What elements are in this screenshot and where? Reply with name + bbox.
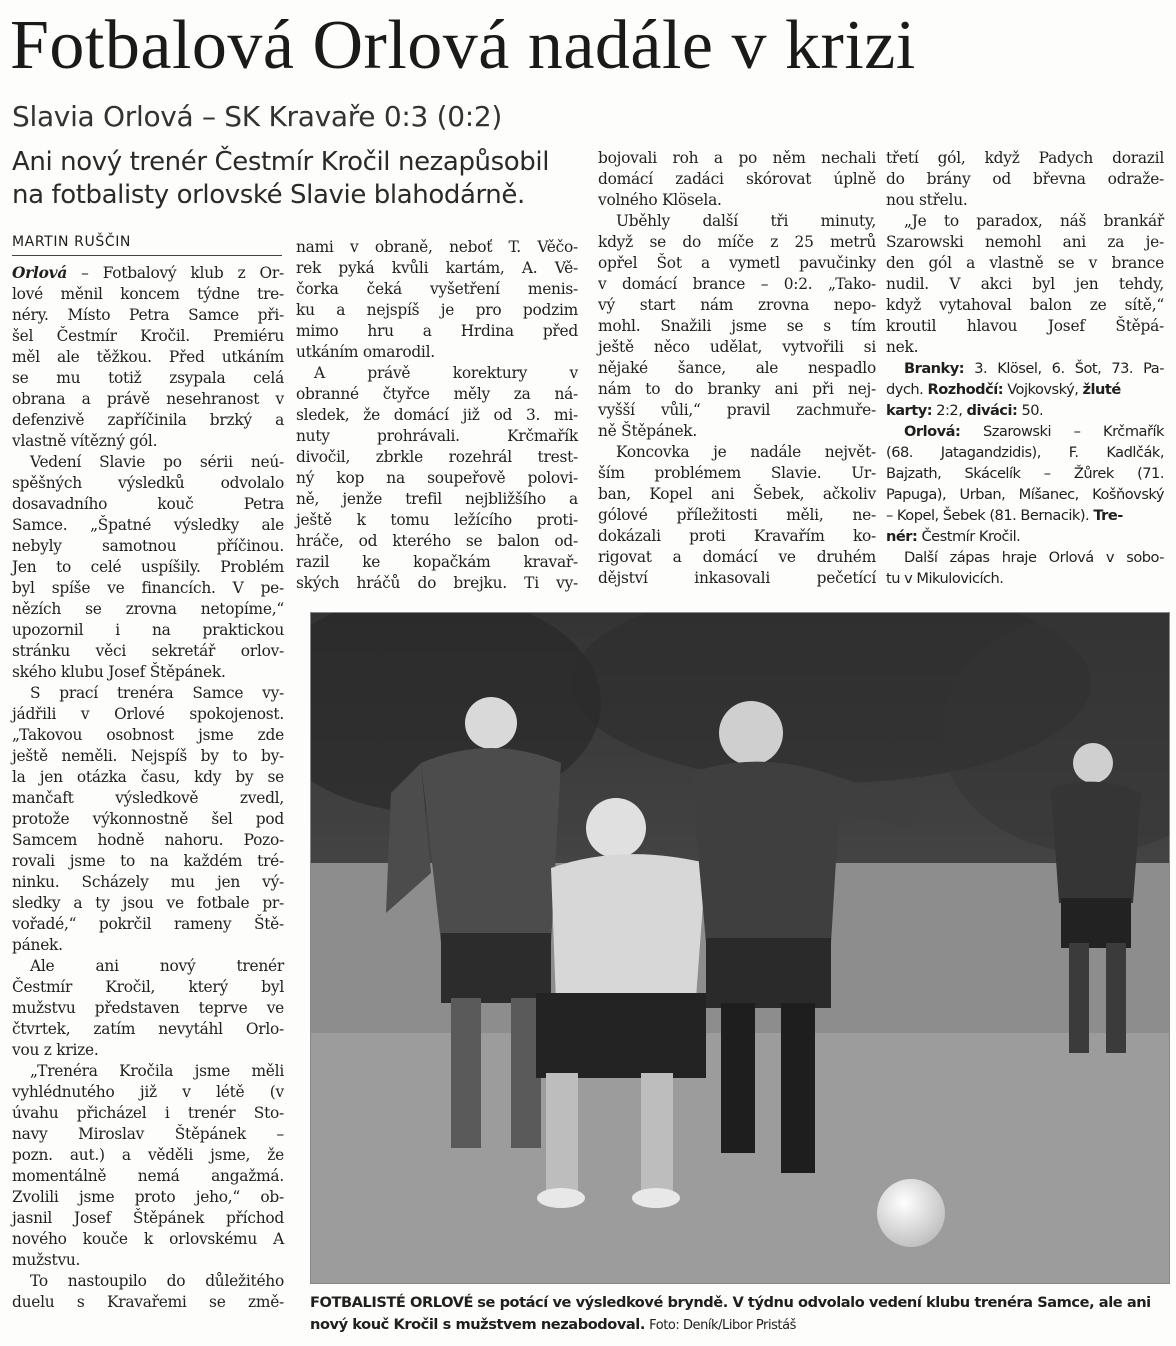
article-line [12, 1271, 284, 1292]
dateline: Orlová [12, 264, 68, 282]
article-line [598, 568, 876, 589]
article-line [598, 505, 876, 526]
line-text: Bajzath, Skácelík – Žůrek (71. [886, 465, 1164, 482]
match-photo-illustration [311, 613, 1169, 1283]
article-line [12, 1040, 284, 1061]
article-line [296, 237, 578, 258]
line-text: hráče, od kterého se balon od- [296, 532, 578, 550]
line-text: byl spíše ve financích. V pe- [12, 579, 284, 597]
article-line [12, 1061, 284, 1082]
line-text: Vojkovský, [1007, 381, 1079, 398]
field-label: Rozhodčí: [927, 381, 1004, 398]
line-text: upozornil i na praktickou [12, 621, 284, 639]
line-text: obrana a právě nesehranost v [12, 390, 284, 408]
article-line [12, 746, 284, 767]
line-text: tu v Mikulovicích. [886, 570, 1004, 587]
article-line [598, 274, 876, 295]
line-text: 50. [1021, 402, 1044, 419]
football [877, 1179, 945, 1247]
article-line [886, 358, 1164, 379]
line-text: Čestmír Kročil. [921, 528, 1021, 545]
article-line [12, 704, 284, 725]
line-text: ského klubu Josef Štěpánek. [12, 663, 226, 681]
photo-credit: Foto: Deník/Libor Pristáš [649, 1318, 796, 1333]
field-label: Tre- [1093, 507, 1123, 524]
line-text: jasnil Josef Štěpánek příchod [12, 1209, 284, 1227]
line-text: nebyly samotnou příčinou. [12, 537, 284, 555]
line-text: do brány od břevna odraže- [886, 170, 1164, 188]
line-text: nuty prohrávali. Krčmařík [296, 427, 578, 445]
article-line [12, 809, 284, 830]
line-text: ještě k tomu ležícího proti- [296, 511, 578, 529]
article-line [12, 410, 284, 431]
line-text: ším problémem Slavie. Ur- [598, 464, 876, 482]
article-line [12, 263, 284, 284]
line-text: (68. Jatagandzidis), F. Kadlčák, [886, 444, 1164, 461]
article-line [12, 893, 284, 914]
line-text: néry. Místo Petra Samce při- [12, 306, 284, 324]
line-text: jádřili v Orlové spokojenost. [12, 705, 284, 723]
article-line [12, 956, 284, 977]
line-text: vyšší vůli,“ pravil zachmuře- [598, 401, 876, 419]
line-text: domácí zadáci skórovat úplně [598, 170, 876, 188]
line-text: Jen to celé uspíšily. Problém [12, 558, 284, 576]
article-line [886, 232, 1164, 253]
article-line [886, 295, 1164, 316]
article-line [12, 1187, 284, 1208]
line-text: „Takovou osobnost jsme zde [12, 726, 284, 744]
line-text: Samce. „Špatné výsledky ale [12, 516, 284, 534]
line-text: nou střelu. [886, 191, 968, 209]
headline: Fotbalová Orlová nadále v krizi [10, 7, 916, 84]
line-text: – Fotbalový klub z Or- [81, 264, 284, 282]
line-text: utkáním omarodil. [296, 343, 435, 361]
article-line [296, 279, 578, 300]
article-line [598, 358, 876, 379]
article-line [12, 872, 284, 893]
match-photo [310, 612, 1170, 1284]
line-text: S prací trenéra Samce vy- [30, 684, 284, 702]
line-text: ku a nejspíš je pro podzim [296, 301, 578, 319]
line-text: – Kopel, Šebek (81. Bernacik). [886, 507, 1090, 524]
article-line [598, 400, 876, 421]
line-text: sledky a ty jsou ve fotbale pr- [12, 894, 284, 912]
line-text: divočil, zbrkle rozehrál trest- [296, 448, 578, 466]
line-text: se mu totiž zsypala celá [12, 369, 284, 387]
article-line [12, 683, 284, 704]
line-text: Čestmír Kročil, který byl [12, 978, 284, 996]
article-line [598, 295, 876, 316]
article-line [886, 169, 1164, 190]
article-line [12, 830, 284, 851]
line-text: nového kouče k orlovskému A [12, 1230, 284, 1248]
article-line [12, 767, 284, 788]
article-line [12, 515, 284, 536]
article-line [12, 473, 284, 494]
line-text: defenzivě zapříčinila brzký a [12, 411, 284, 429]
line-text: obranné čtyřce měly za ná- [296, 385, 578, 403]
line-text: volného Klösela. [598, 191, 722, 209]
article-line [12, 788, 284, 809]
article-line [296, 552, 578, 573]
line-text: nějaké šance, ale nespadlo [598, 359, 876, 377]
article-line [296, 342, 578, 363]
article-line [12, 620, 284, 641]
article-line [12, 431, 284, 452]
line-text: lové měnil koncem týdne tre- [12, 285, 284, 303]
article-line [598, 232, 876, 253]
article-line [12, 389, 284, 410]
line-text: nek. [886, 338, 919, 356]
line-text: Papuga), Urban, Míšanec, Košňovský [886, 486, 1164, 503]
line-text: kroutil hlavou Josef Štěpá- [886, 317, 1164, 335]
article-line [296, 447, 578, 468]
line-text: navy Miroslav Štěpánek – [12, 1125, 284, 1143]
article-line [12, 1292, 284, 1313]
line-text: nězích se zrovna netopíme,“ [12, 600, 284, 618]
field-label: nér: [886, 528, 918, 545]
line-text: ban, Kopel ani Šebek, ačkoliv [598, 485, 876, 503]
lede-line: Ani nový trenér Čestmír Kročil nezapůsobil [12, 147, 550, 177]
article-line [598, 547, 876, 568]
line-text: Zvolili jsme proto jeho,“ ob- [12, 1188, 284, 1206]
line-text: „Je to paradox, náš brankář [904, 212, 1164, 230]
article-line [12, 725, 284, 746]
article-line [886, 337, 1164, 358]
byline: MARTIN RUŠČIN [12, 232, 282, 256]
line-text: momentálně nemá angažmá. [12, 1167, 284, 1185]
line-text: Vedení Slavie po sérii neú- [30, 453, 284, 471]
article-line [296, 384, 578, 405]
line-text: nám to do branky ani při nej- [598, 380, 876, 398]
article-line [886, 400, 1164, 421]
caption-lead: FOTBALISTÉ ORLOVÉ [310, 1294, 474, 1311]
line-text: mimo hru a Hrdina před [296, 322, 578, 340]
field-label: Branky: [904, 360, 965, 377]
article-line [886, 379, 1164, 400]
line-text: čorka čeká vyšetření menis- [296, 280, 578, 298]
article-line [296, 489, 578, 510]
article-line [12, 1208, 284, 1229]
line-text: ninku. Scházely mu jen vý- [12, 873, 284, 891]
article-line [12, 452, 284, 473]
article-line [12, 578, 284, 599]
line-text: Szarowski – Krčmařík [982, 423, 1164, 440]
field-label: žluté [1082, 381, 1121, 398]
field-label: karty: [886, 402, 933, 419]
line-text: vořadé,“ pokrčil rameny Ště- [12, 915, 284, 933]
line-text: úvahu přicházel i trenér Sto- [12, 1104, 284, 1122]
article-line [12, 1229, 284, 1250]
article-line [12, 1166, 284, 1187]
line-text: razil ke kopačkám kravař- [296, 553, 578, 571]
line-text: vyhlédnutého již v létě (v [12, 1083, 284, 1101]
article-line [12, 284, 284, 305]
article-line [886, 148, 1164, 169]
line-text: „Trenéra Kročila jsme měli [30, 1062, 284, 1080]
line-text: opřel Šot a vymetl pavučinky [598, 254, 876, 272]
line-text: la jen otázka času, kdy by se [12, 768, 284, 786]
article-line [296, 426, 578, 447]
article-line [12, 851, 284, 872]
line-text: Další zápas hraje Orlová v sobo- [904, 549, 1164, 566]
article-column-3 [598, 148, 876, 589]
line-text: spěšných výsledků odvolalo [12, 474, 284, 492]
line-text: To nastoupilo do důležitého [30, 1272, 284, 1290]
line-text: ně, jenže trefil nejbližšího a [296, 490, 578, 508]
line-text: vlastně vítězný gól. [12, 432, 158, 450]
line-text: gólové příležitosti měli, ne- [598, 506, 876, 524]
article-line [12, 347, 284, 368]
article-line [598, 211, 876, 232]
article-line [296, 321, 578, 342]
article-line [12, 998, 284, 1019]
match-result-subhead: Slavia Orlová – SK Kravaře 0:3 (0:2) [12, 100, 503, 133]
line-text: 2:2, [936, 402, 963, 419]
article-line [598, 442, 876, 463]
article-column-2 [296, 237, 578, 594]
article-line [598, 316, 876, 337]
article-line [12, 326, 284, 347]
line-text: pozn. aut.) a věděli jsme, že [12, 1146, 284, 1164]
line-text: den gól a vlastně se v brance [886, 254, 1164, 272]
article-line [12, 977, 284, 998]
article-line [12, 1019, 284, 1040]
line-text: čtvrtek, zatím nevytáhl Orlo- [12, 1020, 284, 1038]
article-line [598, 463, 876, 484]
line-text: vý start nám zrovna nepo- [598, 296, 876, 314]
article-line [12, 536, 284, 557]
article-line [12, 368, 284, 389]
line-text: Koncovka je nadále největ- [616, 443, 876, 461]
article-line [886, 505, 1164, 526]
article-line [12, 305, 284, 326]
article-line [12, 914, 284, 935]
line-text: mužstvu. [12, 1251, 81, 1269]
article-line [12, 641, 284, 662]
article-line [12, 1082, 284, 1103]
article-line [12, 935, 284, 956]
article-line [886, 484, 1164, 505]
article-line [12, 599, 284, 620]
caption-text: se potácí ve výsledkové bryndě. V týdnu odvolalo vedení klubu trenéra Samce, ale ani [477, 1294, 1151, 1311]
line-text: duelu s Kravařemi se změ- [12, 1293, 284, 1311]
photo-caption [310, 1292, 1170, 1337]
article-line [296, 468, 578, 489]
article-line [598, 421, 876, 442]
article-line [598, 190, 876, 211]
line-text: když vytahoval balon ze sítě,“ [886, 296, 1164, 314]
line-text: třetí gól, když Padych dorazil [886, 149, 1164, 167]
field-label: diváci: [966, 402, 1018, 419]
article-line [12, 494, 284, 515]
lede-line: na fotbalisty orlovské Slavie blahodárně. [12, 180, 525, 210]
line-text: pánek. [12, 936, 63, 954]
line-text: šel Čestmír Kročil. Premiéru [12, 327, 284, 345]
article-line [598, 169, 876, 190]
line-text: rek pyká kvůli kartám, A. Vě- [296, 259, 578, 277]
article-line [886, 316, 1164, 337]
article-column-1 [12, 263, 284, 1313]
lede [12, 146, 587, 212]
article-line [12, 1103, 284, 1124]
line-text: sledek, že domácí již od 3. mi- [296, 406, 578, 424]
line-text: mančaft výsledkově zvedl, [12, 789, 284, 807]
line-text: ještě něco udělat, vytvořili si [598, 338, 876, 356]
article-line [886, 253, 1164, 274]
article-line [598, 379, 876, 400]
line-text: ještě neměli. Nejspíš by to by- [12, 747, 284, 765]
line-text: ný kop na soupeřově polovi- [296, 469, 578, 487]
article-line [886, 274, 1164, 295]
caption-text: nový kouč Kročil s mužstvem nezabodoval. [310, 1316, 645, 1333]
article-line [886, 547, 1164, 568]
article-line [12, 662, 284, 683]
article-line [296, 531, 578, 552]
article-line [12, 1145, 284, 1166]
line-text: Ale ani nový trenér [30, 957, 284, 975]
article-line [886, 568, 1164, 589]
article-line [598, 337, 876, 358]
line-text: mužstvu představen teprve ve [12, 999, 284, 1017]
article-line [598, 148, 876, 169]
line-text: dych. [886, 381, 924, 398]
line-text: Uběhly další tři minuty, [616, 212, 876, 230]
line-text: Samcem hodně nahoru. Pozo- [12, 831, 284, 849]
line-text: vou z krize. [12, 1041, 99, 1059]
line-text: dějství inkasovali pečetící [598, 569, 876, 587]
line-text: nami v obraně, neboť T. Věčo- [296, 238, 578, 256]
line-text: rovali jsme to na každém tré- [12, 852, 284, 870]
field-label: Orlová: [904, 423, 961, 440]
article-line [296, 300, 578, 321]
article-line [886, 211, 1164, 232]
line-text: dosavadního kouč Petra [12, 495, 284, 513]
article-line [296, 405, 578, 426]
article-line [12, 557, 284, 578]
line-text: dokázali proti Kravařím ko- [598, 527, 876, 545]
article-line [886, 421, 1164, 442]
line-text: mohl. Snažili jsme se s tím [598, 317, 876, 335]
article-line [12, 1250, 284, 1271]
article-line [886, 190, 1164, 211]
line-text: ských hráčů do brejku. Ti vy- [296, 574, 578, 592]
line-text: Szarowski nemohl ani za je- [886, 233, 1164, 251]
line-text: stránku věci sekretář orlov- [12, 642, 284, 660]
line-text: 3. Klösel, 6. Šot, 73. Pa- [974, 360, 1164, 377]
line-text: A právě korektury v [314, 364, 578, 382]
article-line [598, 484, 876, 505]
article-line [598, 253, 876, 274]
line-text: bojovali roh a po něm nechali [598, 149, 876, 167]
line-text: protože výkonnostně šel pod [12, 810, 284, 828]
article-line [12, 1124, 284, 1145]
line-text: když se do míče z 25 metrů [598, 233, 876, 251]
article-line [886, 526, 1164, 547]
article-line [886, 442, 1164, 463]
line-text: nudil. V akci byl jen tehdy, [886, 275, 1164, 293]
article-column-4 [886, 148, 1164, 589]
article-line [886, 463, 1164, 484]
line-text: měl ale těžkou. Před utkáním [12, 348, 284, 366]
line-text: v domácí brance – 0:2. „Tako- [598, 275, 876, 293]
line-text: rigovat a domácí ve druhém [598, 548, 876, 566]
article-line [598, 526, 876, 547]
article-line [296, 258, 578, 279]
article-line [296, 510, 578, 531]
line-text: ně Štěpánek. [598, 422, 698, 440]
article-line [296, 573, 578, 594]
article-line [296, 363, 578, 384]
